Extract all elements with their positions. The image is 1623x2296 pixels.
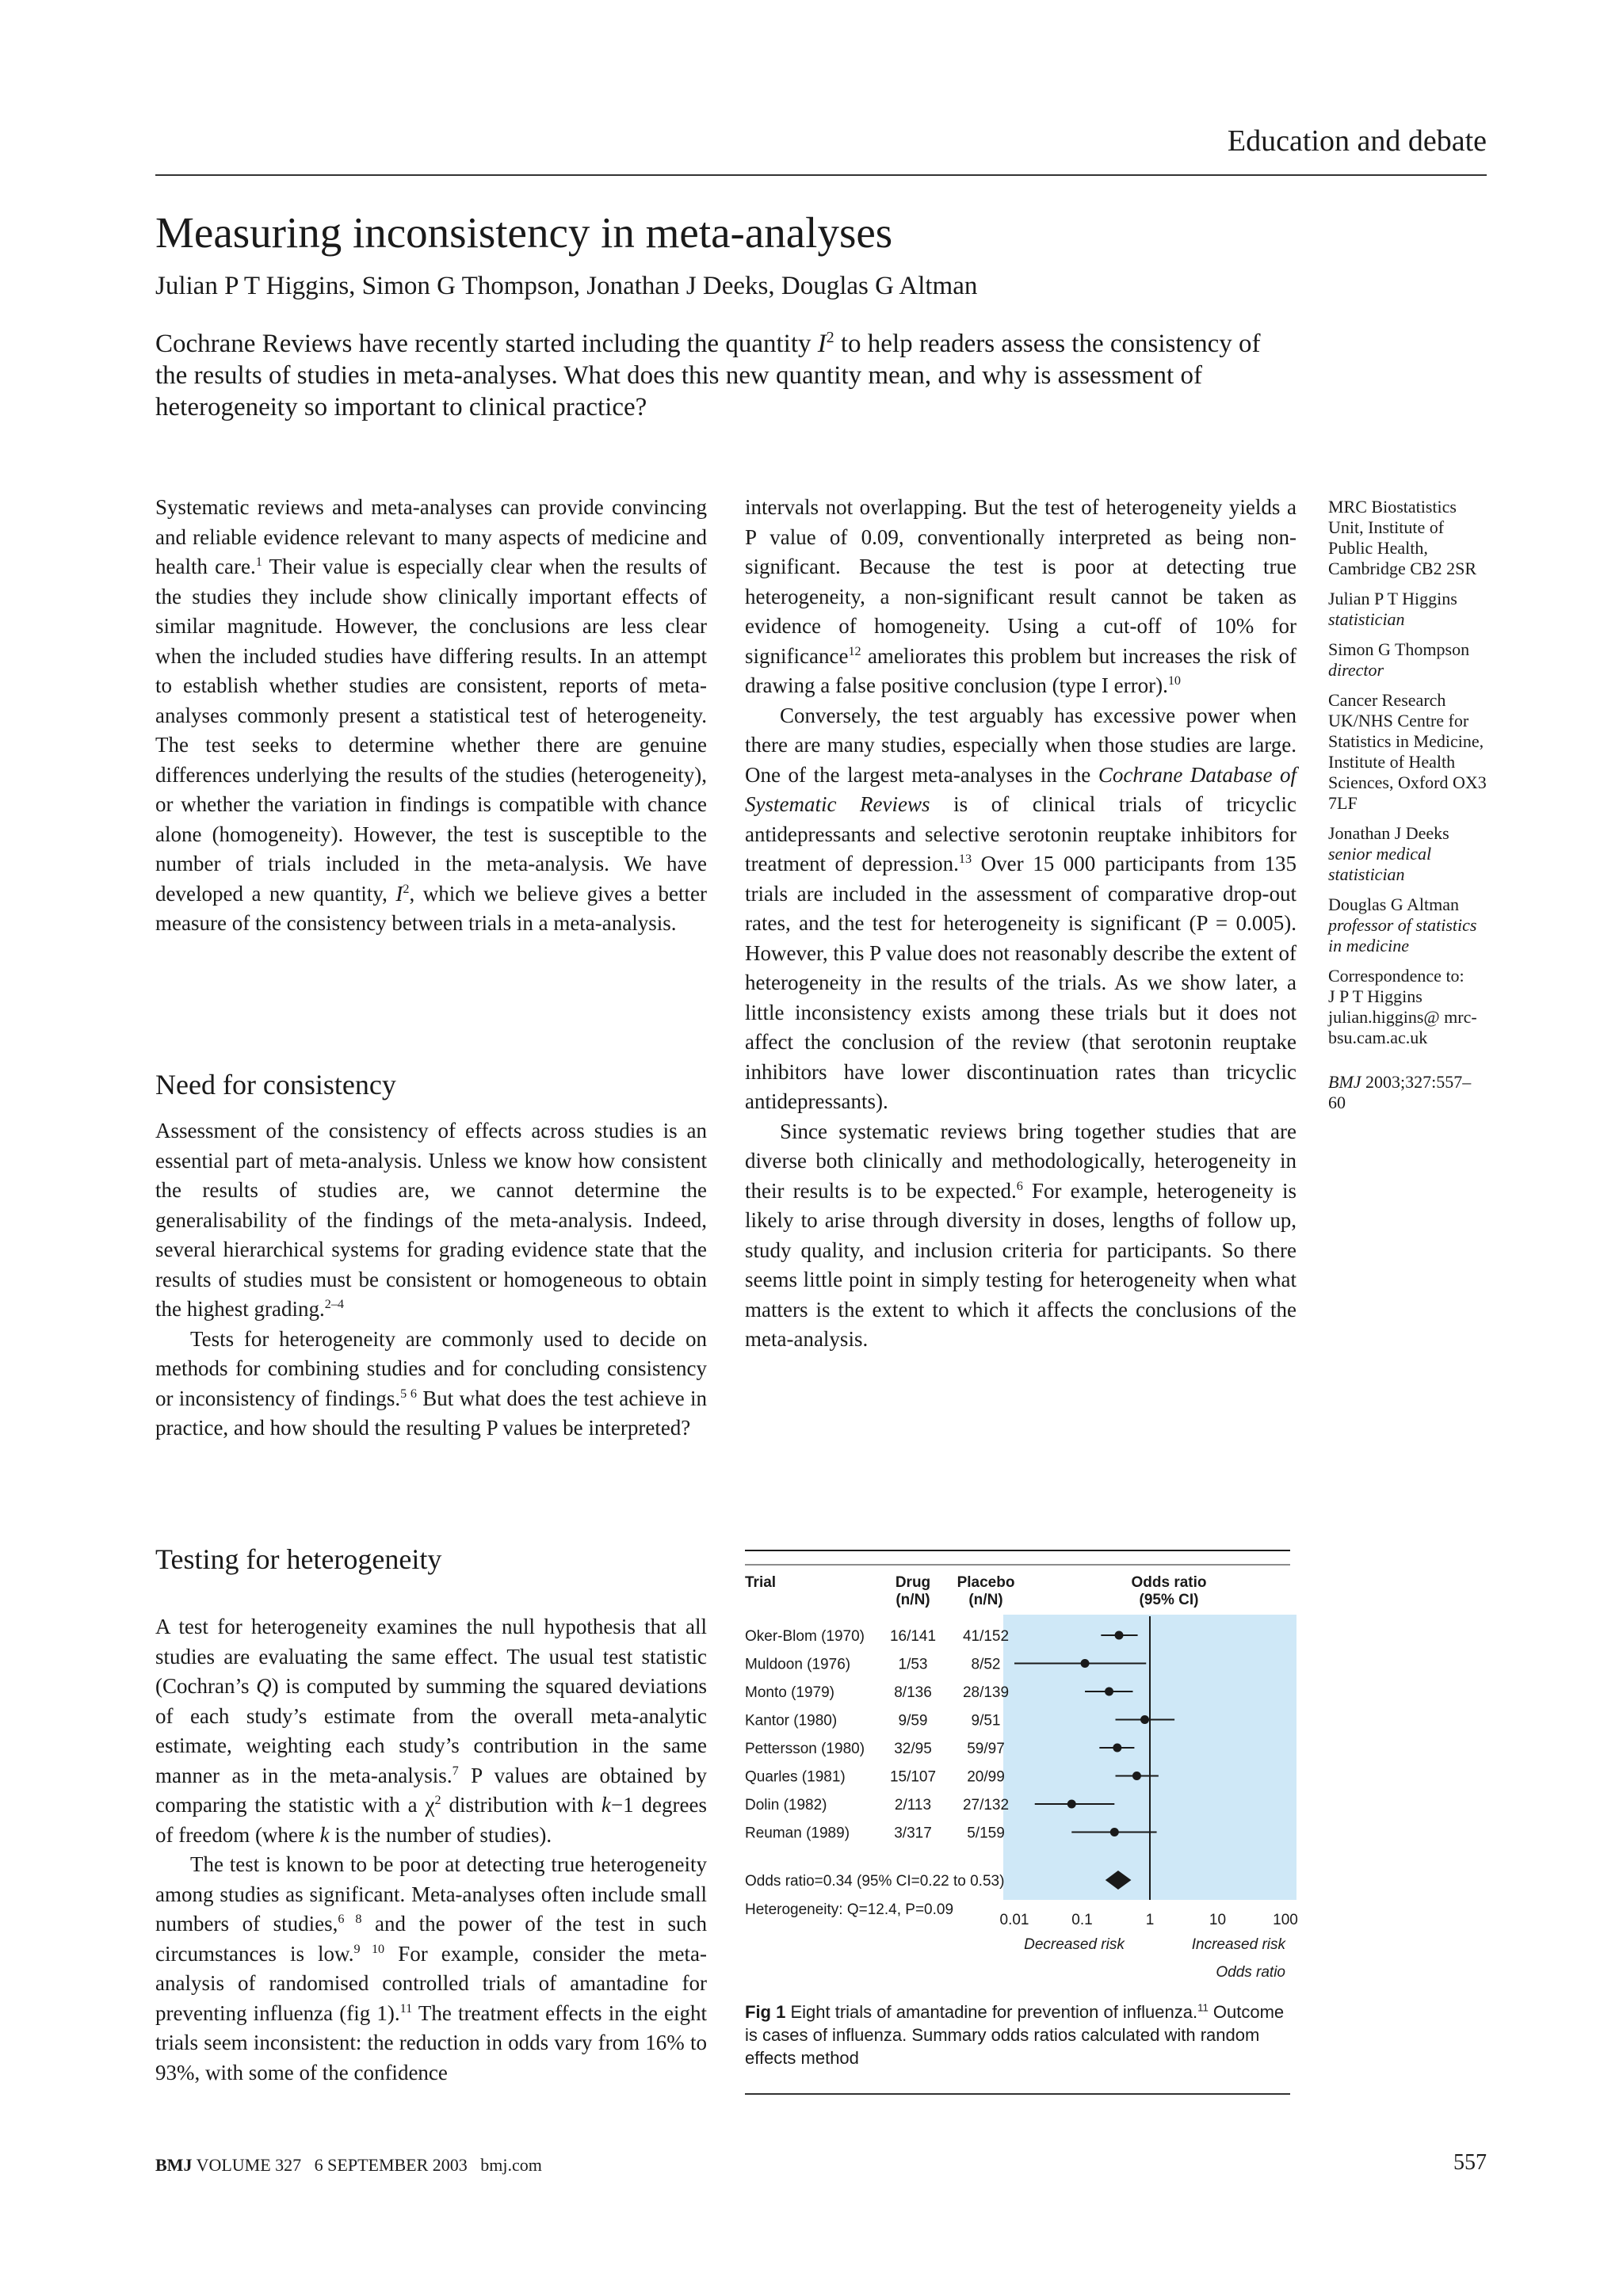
ref: 10 — [1167, 673, 1182, 688]
trial-placebo: 27/132 — [962, 1797, 1010, 1814]
footer-journal-line — [155, 2155, 542, 2176]
standfirst-text-2: to help readers assess the consistency of the results of studies in meta-analyses. What does this new quantity mean, and why is assessment of heterogeneity so important to clinical practice? — [155, 330, 1261, 421]
caption-label: Fig 1 — [745, 2002, 786, 2022]
trial-point — [1081, 1659, 1090, 1668]
citation-journal: BMJ — [1328, 1072, 1361, 1092]
trial-point — [1140, 1715, 1149, 1724]
corr-name: J P T Higgins — [1328, 986, 1423, 1006]
ref: 11 — [399, 2000, 413, 2016]
citation-rest: 2003;327:557–60 — [1328, 1072, 1472, 1112]
column-header-trial: Trial — [745, 1574, 777, 1591]
need-section — [155, 1116, 707, 1444]
author-role: statistician — [1328, 609, 1405, 629]
affiliation-1: MRC Biostatistics Unit, Institute of Public Health, Cambridge CB2 2SR — [1328, 497, 1477, 578]
trial-name: Dolin (1982) — [745, 1797, 827, 1814]
trial-placebo: 5/159 — [967, 1825, 1005, 1842]
text: , which we believe gives a better measure of the consistency between trials in a meta-analysis. — [155, 881, 708, 935]
x-left-label: Decreased risk — [1024, 1936, 1125, 1953]
ref: 6 — [1016, 1178, 1023, 1193]
text: is the number of studies). — [329, 1822, 552, 1847]
x-tick-label: 10 — [1209, 1912, 1227, 1928]
trial-drug: 8/136 — [894, 1684, 932, 1701]
standfirst — [155, 328, 1296, 423]
text: A test for heterogeneity examines the null hypothesis that all studies are evaluating the same effect. The usual test statistic (Cochran’s — [155, 1615, 707, 1698]
figure-bottom-rule — [745, 2093, 1290, 2095]
text: −1 degrees of freedom (where — [155, 1793, 707, 1847]
ref: 7 — [452, 1763, 459, 1778]
header-rule — [155, 174, 1487, 176]
text: intervals not overlapping. But the test of heterogeneity yields a P value of 0.09, conventionally interpreted as being non-significant. Because the test is poor at detecting true heterogeneity, a non-significant result cannot be taken as evidence of homogeneity. Using a cut-off of 10% for significance — [745, 495, 1296, 668]
ref: 9 10 — [353, 1941, 385, 1956]
standfirst-sup: 2 — [826, 329, 834, 346]
author-name: Julian P T Higgins — [1328, 589, 1457, 608]
ref: 2–4 — [324, 1297, 344, 1311]
intro-paragraph — [155, 493, 707, 939]
author-1 — [1328, 589, 1487, 630]
trial-placebo: 8/52 — [971, 1656, 1001, 1673]
trial-placebo: 41/152 — [962, 1628, 1010, 1645]
footer-issue: VOLUME 327 6 SEPTEMBER 2003 bmj.com — [196, 2155, 542, 2175]
trial-name: Muldoon (1976) — [745, 1656, 851, 1673]
italic: I — [395, 881, 403, 906]
correspondence — [1328, 966, 1487, 1048]
text: But what does the test achieve in practice, and how should the resulting P values be interpreted? — [155, 1386, 707, 1440]
trial-point — [1105, 1688, 1113, 1696]
text: ameliorates this problem but increases the risk of drawing a false positive conclusion (type I error). — [745, 643, 1296, 697]
trial-placebo: 59/97 — [967, 1741, 1005, 1757]
ref: 1 — [255, 555, 262, 569]
author-2 — [1328, 639, 1487, 681]
trial-point — [1115, 1631, 1124, 1640]
trial-point — [1132, 1772, 1141, 1780]
text: ) is computed by summing the squared deviations of each study’s estimate from the overall meta-analytic estimate, weighting each study’s contribution in the same manner as in the meta-analysis. — [155, 1674, 707, 1787]
standfirst-i: I — [817, 330, 827, 358]
italic: Q — [256, 1674, 272, 1698]
trial-drug: 15/107 — [889, 1768, 937, 1786]
article-authors: Julian P T Higgins, Simon G Thompson, Jonathan J Deeks, Douglas G Altman — [155, 272, 978, 300]
x-axis-label: Odds ratio — [1216, 1964, 1285, 1981]
x-tick-label: 0.01 — [999, 1912, 1029, 1928]
trial-name: Quarles (1981) — [745, 1768, 846, 1786]
text: Tests for heterogeneity are commonly used to decide on methods for combining studies and for concluding consistency or inconsistency of findings. — [155, 1326, 707, 1410]
text: Since systematic reviews bring together studies that are diverse both clinically and methodologically, heterogeneity in their results is to be expected. — [745, 1119, 1296, 1203]
trial-placebo: 28/139 — [962, 1684, 1010, 1701]
x-tick-label: 100 — [1273, 1912, 1298, 1928]
column-header-drug: Drug — [895, 1574, 931, 1591]
text: is of clinical trials of tricyclic antidepressants and selective serotonin reuptake inhibitors for treatment of depression. — [745, 792, 1296, 875]
text: Their value is especially clear when the results of the studies they include show clinically important effects of similar magnitude. However, the conclusions are less clear when the included studies have differing results. In an attempt to establish whether studies are consistent, reports of meta-analyses commonly present a statistical test of heterogeneity. The test seeks to determine whether there are genuine differences underlying the results of the studies (heterogeneity), or whether the variation in findings is compatible with chance alone (homogeneity). However, the test is susceptible to the number of trials included in the meta-analysis. We have developed a new quantity, — [155, 555, 707, 906]
x-tick-label: 1 — [1145, 1912, 1155, 1928]
trial-drug: 32/95 — [894, 1741, 932, 1757]
heterogeneity-label: Heterogeneity: Q=12.4, P=0.09 — [745, 1901, 954, 1918]
x-right-label: Increased risk — [1191, 1936, 1285, 1953]
corr-label: Correspondence to: — [1328, 966, 1465, 986]
text: For example, consider the meta-analysis of randomised controlled trials of amantadine for preventing influenza (fig 1). — [155, 1941, 707, 2025]
article-title: Measuring inconsistency in meta-analyses — [155, 208, 893, 257]
text: Over 15 000 participants from 135 trials are included in the assessment of comparative drop-out rates, and the test for heterogeneity is significant (P = 0.005). However, this P value does not reasonably describe the extent of heterogeneity in the results of the trials. As we show later, a little inconsistency exists among these trials but it does not affect the conclusion of the review (that serotonin reuptake inhibitors have lower discontinuation rates than tricyclic antidepressants). — [745, 852, 1296, 1113]
author-role: director — [1328, 660, 1384, 680]
sup: 2 — [434, 1793, 441, 1807]
column-header-drug-sub: (n/N) — [896, 1592, 930, 1608]
trial-name: Oker-Blom (1970) — [745, 1628, 865, 1645]
italic: k — [601, 1793, 611, 1817]
author-role: senior medical statistician — [1328, 844, 1432, 884]
trial-name: Kantor (1980) — [745, 1712, 838, 1730]
citation — [1328, 1072, 1487, 1113]
figure-caption — [745, 2000, 1292, 2069]
trial-name: Pettersson (1980) — [745, 1741, 865, 1757]
caption-text: Eight trials of amantadine for prevention of influenza. — [785, 2002, 1198, 2022]
column-header-placebo-sub: (n/N) — [968, 1592, 1003, 1608]
text: For example, heterogeneity is likely to arise through diversity in doses, lengths of follow up, study quality, and inclusion criteria for participants. So there seems little point in simply testing for heterogeneity when what matters is the extent to which it affects the conclusions of the meta-analysis. — [745, 1178, 1296, 1351]
trial-drug: 1/53 — [898, 1656, 928, 1673]
caption-ref: 11 — [1197, 2001, 1209, 2014]
ref: 5 6 — [400, 1386, 417, 1401]
page-number: 557 — [1453, 2150, 1487, 2175]
trial-drug: 16/141 — [889, 1628, 937, 1645]
text: Assessment of the consistency of effects across studies is an essential part of meta-analysis. Unless we know how consistent the results of studies are, we cannot determine the generalisability of the findings of the meta-analysis. Indeed, several hierarchical systems for grading evidence state that the results of studies must be consistent or homogeneous to obtain the highest grading. — [155, 1119, 707, 1321]
author-sidebar — [1328, 497, 1487, 1123]
heading-need-for-consistency: Need for consistency — [155, 1069, 396, 1100]
summary-label: Odds ratio=0.34 (95% CI=0.22 to 0.53) — [745, 1873, 1005, 1890]
author-4 — [1328, 894, 1487, 956]
column-header-odds-ratio-sub: (95% CI) — [1139, 1592, 1199, 1608]
footer-journal: BMJ — [155, 2155, 193, 2175]
x-tick-label: 0.1 — [1071, 1912, 1093, 1928]
standfirst-text: Cochrane Reviews have recently started including the quantity — [155, 330, 818, 358]
trial-placebo: 20/99 — [967, 1768, 1005, 1786]
ref: 12 — [848, 643, 861, 658]
author-role: professor of statistics in medicine — [1328, 915, 1477, 955]
text: and the power of the test in such circumstances is low. — [155, 1912, 708, 1966]
italic: Cochrane Database of Systematic Reviews — [745, 762, 1296, 816]
sup: 2 — [403, 881, 410, 896]
text: P values are obtained by comparing the statistic with a χ — [155, 1763, 708, 1817]
ref: 13 — [958, 852, 972, 866]
caption-text-2: Outcome is cases of influenza. Summary odds ratios calculated with random effects method — [745, 2002, 1285, 2068]
column-header-placebo: Placebo — [957, 1574, 1015, 1591]
testing-section — [155, 1612, 707, 2088]
ref: 6 8 — [338, 1912, 362, 1926]
text: distribution with — [441, 1793, 601, 1817]
author-name: Jonathan J Deeks — [1328, 823, 1449, 843]
column-header-odds-ratio: Odds ratio — [1131, 1574, 1207, 1591]
trial-drug: 2/113 — [894, 1797, 932, 1814]
trial-drug: 3/317 — [894, 1825, 932, 1842]
text: Conversely, the test arguably has excessive power when there are many studies, especially when those studies are large. One of the largest meta-analyses in the — [745, 703, 1296, 787]
trial-point — [1110, 1828, 1119, 1836]
column-two-text — [745, 493, 1296, 1355]
trial-drug: 9/59 — [898, 1712, 928, 1730]
text: Systematic reviews and meta-analyses can provide convincing and reliable evidence relevant to many aspects of medicine and health care. — [155, 495, 707, 578]
heading-testing-for-heterogeneity: Testing for heterogeneity — [155, 1543, 442, 1575]
trial-name: Monto (1979) — [745, 1684, 835, 1701]
trial-name: Reuman (1989) — [745, 1825, 850, 1842]
trial-point — [1113, 1744, 1121, 1753]
text: The treatment effects in the eight trials seem inconsistent: the reduction in odds vary from 16% to 93%, with some of the confidence — [155, 2000, 707, 2084]
trial-point — [1067, 1800, 1076, 1809]
trial-placebo: 9/51 — [971, 1712, 1001, 1730]
italic: k — [319, 1822, 330, 1847]
text: The test is known to be poor at detecting true heterogeneity among studies as significant. Meta-analyses often include small numbers of studies, — [155, 1852, 707, 1936]
section-tag: Education and debate — [1227, 124, 1487, 158]
author-name: Douglas G Altman — [1328, 894, 1459, 914]
author-name: Simon G Thompson — [1328, 639, 1470, 659]
affiliation-2: Cancer Research UK/NHS Centre for Statistics in Medicine, Institute of Health Sciences, Oxford OX3 7LF — [1328, 690, 1487, 813]
author-3 — [1328, 823, 1487, 885]
corr-email[interactable]: julian.higgins@ mrc-bsu.cam.ac.uk — [1328, 1007, 1477, 1047]
